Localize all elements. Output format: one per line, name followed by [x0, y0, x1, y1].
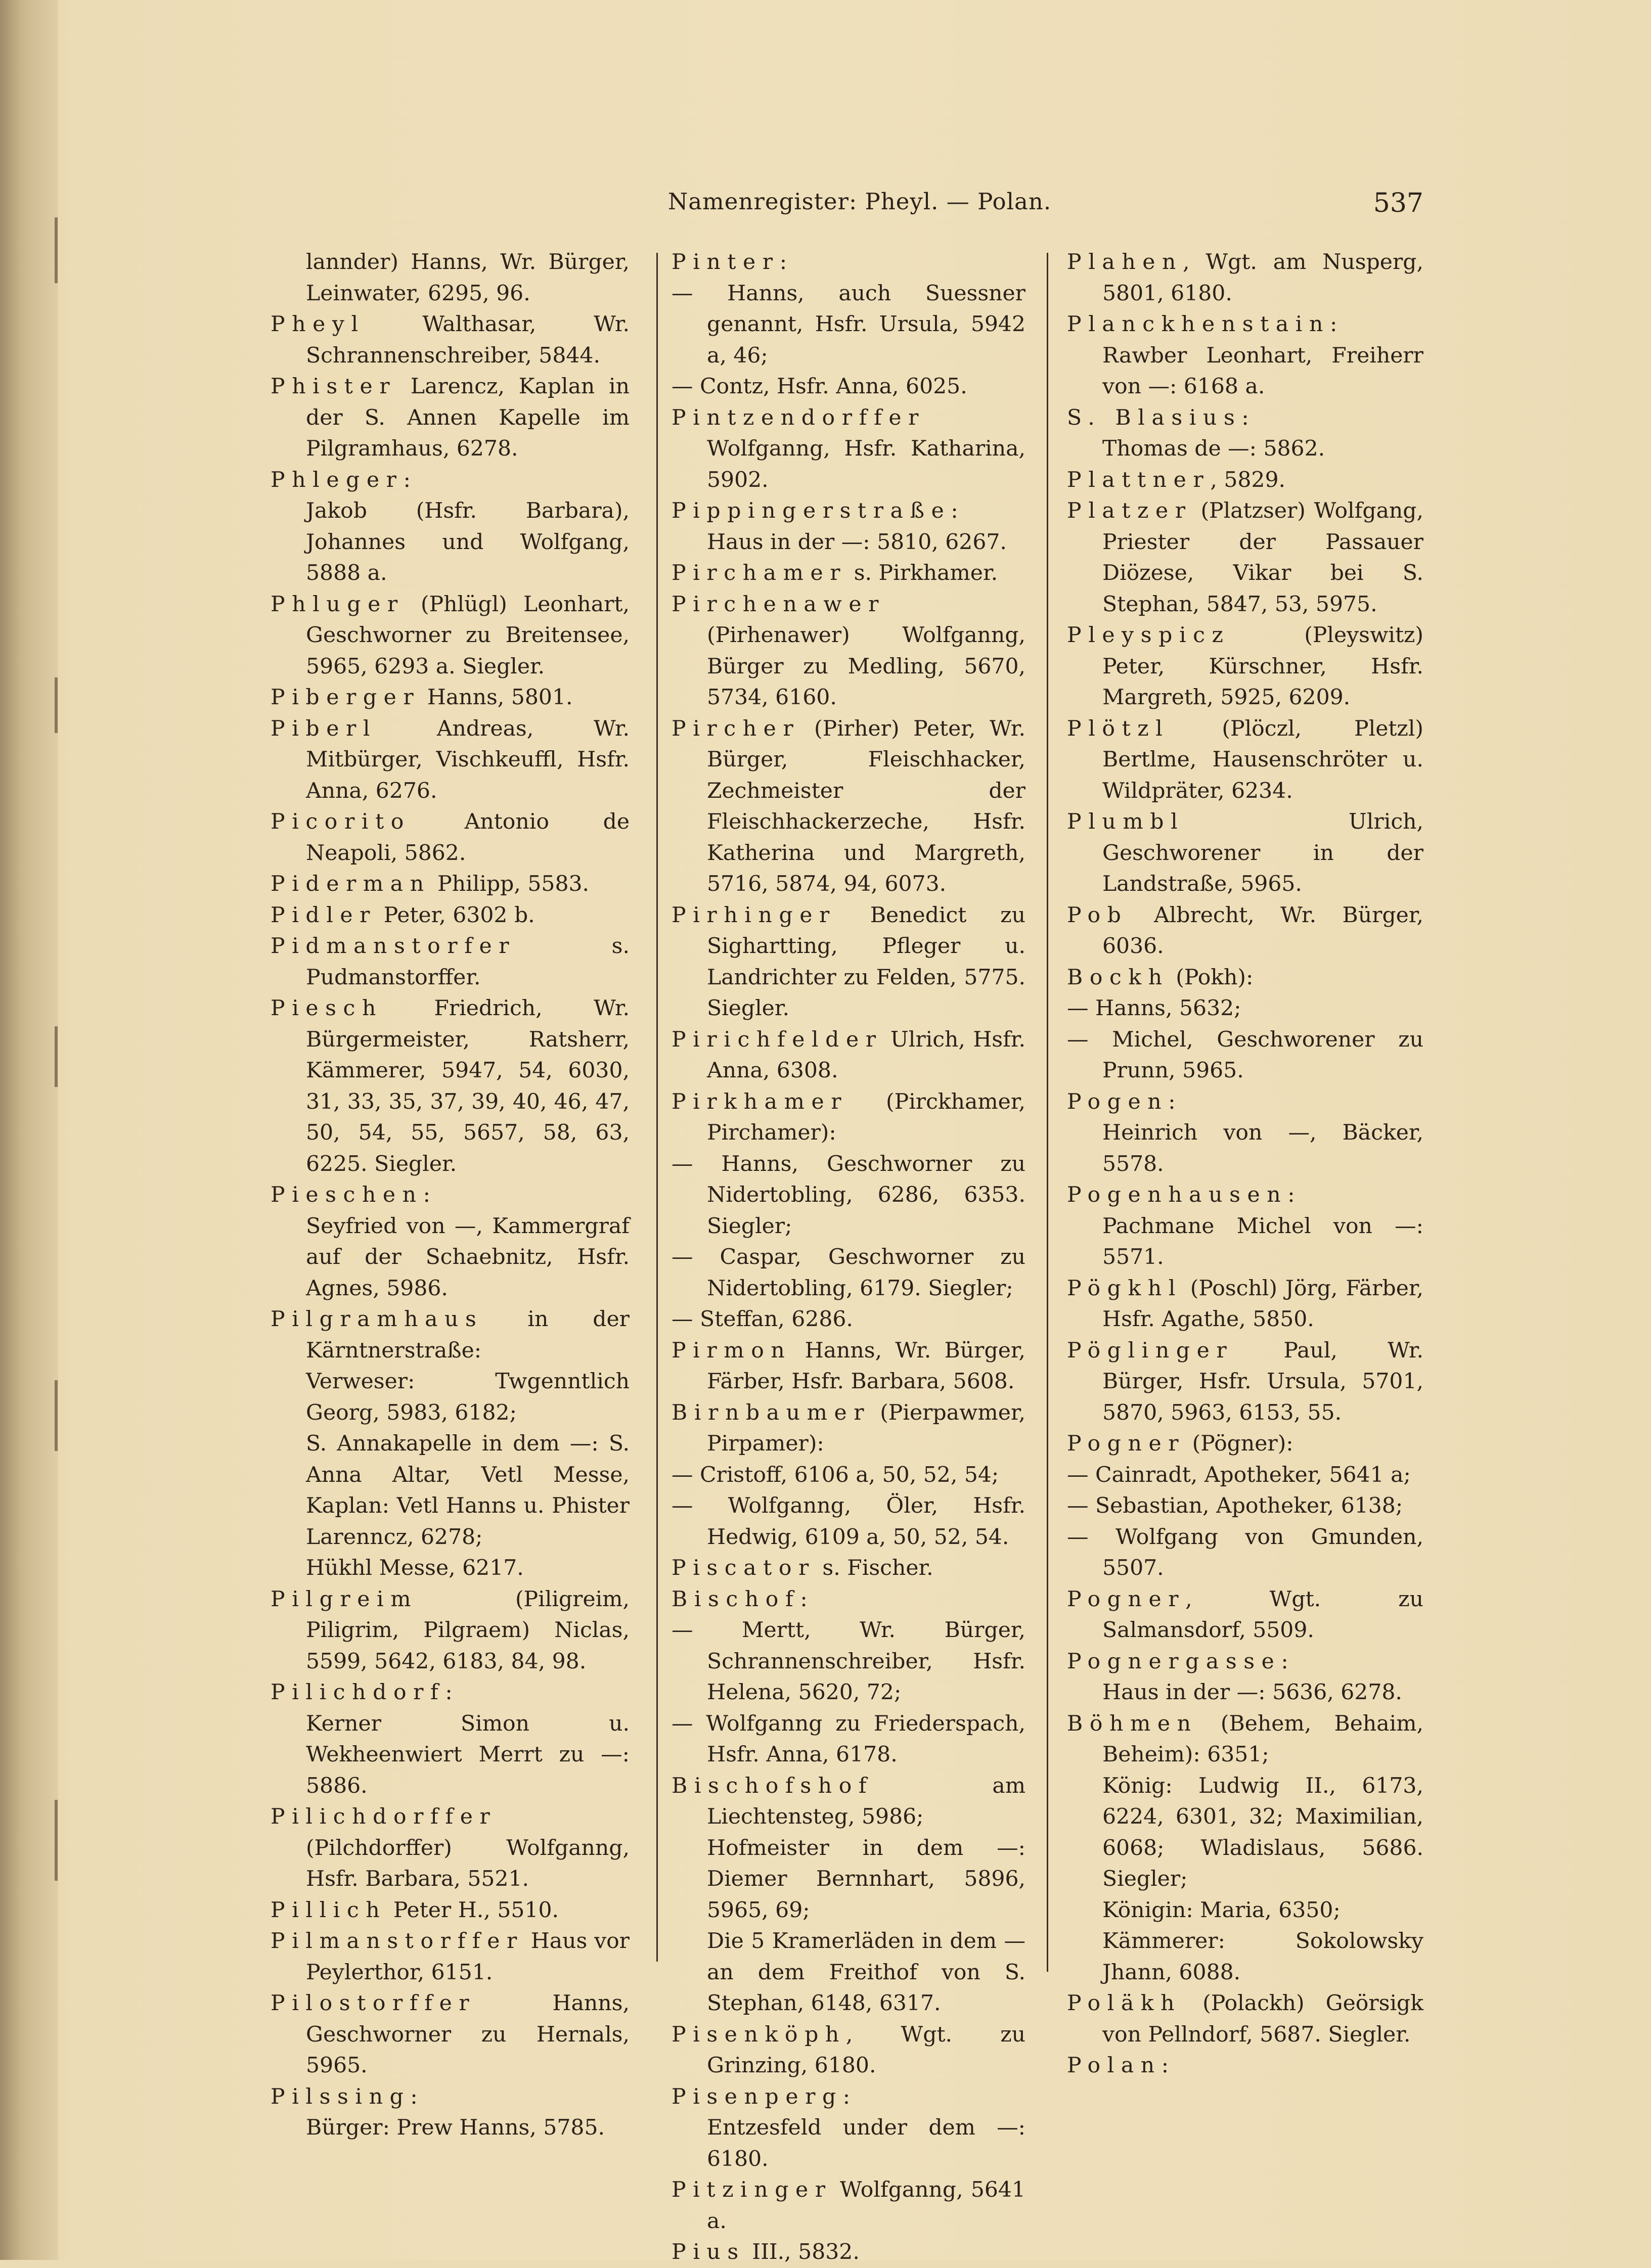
entry-headword: Pirhinger — [672, 902, 836, 928]
index-entry — [1067, 1180, 1423, 1211]
entry-text: Kerner Simon u. Wekheenwiert Merrt zu —: 5886. — [306, 1711, 630, 1798]
index-entry — [1067, 1024, 1423, 1086]
entry-headword: Polan: — [1067, 2053, 1176, 2078]
entry-headword: Pisenperg: — [672, 2084, 857, 2109]
index-entry — [1067, 1490, 1423, 1522]
index-entry — [1067, 2050, 1423, 2081]
index-subentry — [1067, 1771, 1423, 1895]
index-entry — [672, 1335, 1025, 1397]
entry-text: Peter H., 5510. — [386, 1897, 559, 1923]
index-entry — [1067, 309, 1423, 340]
entry-headword: Pilssing: — [271, 2084, 425, 2109]
entry-text: Benedict zu Sighartting, Pfleger u. Landrichter zu Felden, 5775. Siegler. — [707, 902, 1025, 1021]
entry-text: Hofmeister in dem —: Diemer Bernnhart, 5896, 5965, 69; — [707, 1835, 1025, 1923]
entry-text: — Michel, Geschworener zu Prunn, 5965. — [1067, 1027, 1423, 1083]
entry-headword: Pheyl — [271, 312, 365, 337]
index-entry — [1067, 620, 1423, 713]
entry-text: Jakob (Hsfr. Barbara), Johannes und Wolfgang, 5888 a. — [306, 498, 630, 585]
entry-text: Heinrich von —, Bäcker, 5578. — [1102, 1120, 1423, 1176]
entry-text: (Polackh) Geörsigk von Pellndorf, 5687. Siegler. — [1102, 1991, 1423, 2047]
index-entry — [1067, 1584, 1423, 1646]
entry-text: (Piligreim, Piligrim, Pilgraem) Niclas, 5599, 5642, 6183, 84, 98. — [306, 1586, 630, 1674]
entry-headword: Pircher — [672, 716, 800, 741]
index-subentry — [1067, 340, 1423, 402]
index-entry — [1067, 900, 1423, 962]
entry-headword: Pleyspicz — [1067, 623, 1230, 648]
entry-text: Ulrich, Hsfr. Anna, 6308. — [707, 1027, 1025, 1083]
entry-headword: Piderman — [271, 872, 431, 896]
index-entry — [1067, 247, 1423, 309]
index-column-2 — [672, 247, 1025, 2268]
index-subentry — [271, 247, 630, 309]
index-column-1 — [271, 247, 630, 2144]
entry-headword: Phleger: — [271, 467, 418, 492]
index-entry — [1067, 495, 1423, 620]
entry-headword: Pirichfelder — [672, 1027, 883, 1052]
entry-headword: Pillich — [271, 1897, 387, 1923]
entry-text: — Sebastian, Apotheker, 6138; — [1067, 1493, 1403, 1518]
index-subentry — [672, 2112, 1025, 2174]
index-entry — [672, 1553, 1025, 1584]
entry-headword: Pöglinger — [1067, 1338, 1234, 1363]
entry-text: — Wolfgang von Gmunden, 5507. — [1067, 1524, 1423, 1580]
entry-headword: Plahen — [1067, 250, 1183, 275]
index-entry — [672, 247, 1025, 278]
entry-text: — Caspar, Geschworner zu Nidertobling, 6179. Siegler; — [672, 1245, 1025, 1301]
entry-text: Haus in der —: 5636, 6278. — [1102, 1680, 1402, 1705]
entry-text: , Wgt. zu Grinzing, 6180. — [707, 2022, 1025, 2078]
entry-headword: Picorito — [271, 809, 411, 834]
entry-text: — Cainradt, Apotheker, 5641 a; — [1067, 1462, 1411, 1487]
entry-text: in der Kärntnerstraße: — [306, 1307, 630, 1363]
entry-headword: Pob — [1067, 902, 1128, 928]
index-entry — [672, 495, 1025, 527]
entry-headword: Birnbaumer — [672, 1400, 871, 1425]
index-entry — [672, 1584, 1025, 1615]
index-entry — [1067, 806, 1423, 900]
entry-text: Peter, 6302 b. — [377, 902, 535, 928]
entry-headword: Pögkhl — [1067, 1276, 1182, 1301]
index-entry — [1067, 1988, 1423, 2050]
entry-headword: Plumbl — [1067, 809, 1185, 834]
binding-stitch — [55, 1026, 58, 1087]
entry-headword: Pogen: — [1067, 1089, 1183, 1114]
entry-text: (Poschl) Jörg, Färber, Hsfr. Agathe, 5850. — [1102, 1276, 1423, 1332]
index-entry — [271, 589, 630, 683]
index-subentry — [271, 1708, 630, 1802]
index-entry — [271, 713, 630, 807]
index-entry — [271, 931, 630, 993]
entry-text: — Hanns, auch Suessner genannt, Hsfr. Ursula, 5942 a, 46; — [672, 281, 1025, 368]
index-entry — [1067, 1086, 1423, 1118]
entry-text: — Steffan, 6286. — [672, 1307, 853, 1332]
entry-headword: Piberger — [271, 685, 421, 710]
index-subentry — [1067, 1677, 1423, 1708]
index-subentry — [271, 1553, 630, 1584]
entry-headword: Pirchenawer — [672, 592, 885, 617]
binding-stitch — [55, 1800, 58, 1881]
entry-text: (Phlügl) Leonhart, Geschworner zu Breitensee, 5965, 6293 a. Siegler. — [306, 592, 630, 679]
index-entry — [271, 993, 630, 1180]
entry-headword: Pilgramhaus — [271, 1307, 483, 1332]
index-entry — [672, 2174, 1025, 2237]
index-entry — [672, 1490, 1025, 1553]
entry-text: Hükhl Messe, 6217. — [306, 1556, 524, 1580]
entry-text: am Liechtensteg, 5986; — [707, 1773, 1025, 1829]
entry-text: , Wgt. zu Salmansdorf, 5509. — [1102, 1586, 1423, 1643]
index-entry — [672, 1397, 1025, 1460]
entry-text: Paul, Wr. Bürger, Hsfr. Ursula, 5701, 5870, 5963, 6153, 55. — [1102, 1338, 1423, 1425]
index-entry — [672, 278, 1025, 372]
entry-headword: Pirchamer — [672, 561, 847, 585]
entry-text: Larencz, Kaplan in der S. Annen Kapelle im Pilgramhaus, 6278. — [306, 374, 630, 461]
entry-text: — Wolfganng, Öler, Hsfr. Hedwig, 6109 a, 50, 52, 54. — [672, 1493, 1025, 1550]
index-entry — [271, 309, 630, 371]
entry-headword: Pius — [672, 2240, 745, 2264]
entry-headword: Bischofshof — [672, 1773, 874, 1798]
index-entry — [672, 371, 1025, 402]
index-entry — [271, 806, 630, 869]
entry-text: (Platzser) Wolfgang, Priester der Passauer Diözese, Vikar bei S. Stephan, 5847, 53, 5975. — [1102, 498, 1423, 617]
entry-text: (Pögner): — [1185, 1431, 1293, 1456]
entry-text: (Behem, Behaim, Beheim): 6351; — [1102, 1711, 1423, 1767]
index-entry — [672, 402, 1025, 496]
index-subentry — [1067, 1895, 1423, 1926]
index-entry — [1067, 1646, 1423, 1677]
index-entry — [1067, 713, 1423, 807]
entry-text: Haus in der —: 5810, 6267. — [707, 529, 1007, 555]
entry-headword: Pisenköph — [672, 2022, 846, 2047]
index-subentry — [672, 527, 1025, 558]
index-entry — [271, 1584, 630, 1677]
index-column-3 — [1067, 247, 1423, 2081]
entry-headword: Piscator — [672, 1556, 816, 1580]
entry-text: — Wolfganng zu Friederspach, Hsfr. Anna, 6178. — [672, 1711, 1025, 1767]
entry-text: Entzesfeld under dem —: 6180. — [707, 2115, 1025, 2171]
index-subentry — [1067, 1211, 1423, 1273]
entry-text: — Cristoff, 6106 a, 50, 52, 54; — [672, 1462, 999, 1487]
entry-text: Bürger: Prew Hanns, 5785. — [306, 2115, 605, 2140]
index-subentry — [271, 1366, 630, 1428]
index-subentry — [1067, 433, 1423, 465]
entry-headword: Plattner — [1067, 467, 1211, 492]
entry-text: Hanns, 5801. — [420, 685, 573, 710]
entry-headword: Piberl — [271, 716, 377, 741]
entry-text: (Pokh): — [1169, 965, 1254, 990]
entry-text: s. Fischer. — [815, 1556, 933, 1580]
entry-text: — Hanns, 5632; — [1067, 996, 1241, 1021]
entry-headword: Pinter: — [672, 250, 794, 275]
column-divider — [1047, 253, 1048, 1972]
binding-stitch — [55, 217, 58, 283]
entry-text: — Hanns, Geschworner zu Nidertobling, 6286, 6353. Siegler; — [672, 1151, 1025, 1239]
entry-headword: Pogner — [1067, 1586, 1186, 1612]
entry-headword: Pintzendorffer — [672, 405, 925, 430]
entry-headword: Platzer — [1067, 498, 1192, 523]
index-subentry — [1067, 1117, 1423, 1180]
index-entry — [672, 1708, 1025, 1771]
index-entry — [1067, 1335, 1423, 1429]
index-entry — [1067, 962, 1423, 993]
index-entry — [271, 1677, 630, 1708]
index-entry — [672, 1024, 1025, 1086]
entry-text: lannder) Hanns, Wr. Bürger, Leinwater, 6295, 96. — [306, 250, 630, 306]
index-entry — [672, 713, 1025, 900]
entry-headword: Bischof: — [672, 1586, 815, 1612]
index-entry — [271, 1180, 630, 1211]
column-divider — [656, 253, 658, 1962]
entry-headword: Pirkhamer — [672, 1089, 849, 1114]
entry-headword: Pilgreim — [271, 1586, 418, 1612]
index-entry — [672, 558, 1025, 589]
index-entry — [672, 1460, 1025, 1491]
binding-stitch — [55, 677, 58, 733]
index-entry — [1067, 1428, 1423, 1460]
entry-headword: Pilichdorf: — [271, 1680, 460, 1705]
index-subentry — [271, 2112, 630, 2144]
entry-text: (Pirckhamer, Pirchamer): — [707, 1089, 1025, 1145]
entry-text: Walthasar, Wr. Schrannenschreiber, 5844. — [306, 312, 630, 368]
entry-headword: Pilmanstorffer — [271, 1929, 524, 1954]
index-entry — [672, 2019, 1025, 2081]
entry-text: Andreas, Wr. Mitbürger, Vischkeuffl, Hsfr. Anna, 6276. — [306, 716, 630, 803]
index-entry — [271, 900, 630, 931]
entry-text: — Contz, Hsfr. Anna, 6025. — [672, 374, 967, 399]
index-entry — [672, 1149, 1025, 1242]
running-header: Namenregister: Pheyl. — Polan. — [667, 188, 1052, 215]
index-subentry — [672, 1926, 1025, 2019]
entry-text: III., 5832. — [745, 2240, 860, 2264]
index-entry — [271, 1926, 630, 1988]
index-subentry — [271, 1211, 630, 1304]
entry-text: Seyfried von —, Kammergraf auf der Schaebnitz, Hsfr. Agnes, 5986. — [306, 1213, 630, 1301]
index-entry — [672, 1086, 1025, 1149]
entry-text: Hanns, Geschworner zu Hernals, 5965. — [306, 1991, 630, 2078]
entry-text: S. Annakapelle in dem —: S. Anna Altar, Vetl Messe, Kaplan: Vetl Hanns u. Phister Larenncz, 6278; — [306, 1431, 630, 1550]
entry-headword: Pidler — [271, 902, 377, 928]
index-entry — [271, 1304, 630, 1366]
entry-text: (Pilchdorffer) Wolfganng, Hsfr. Barbara, 5521. — [306, 1835, 630, 1891]
entry-headword: Poläkh — [1067, 1991, 1182, 2016]
entry-text: (Pirhenawer) Wolfganng, Bürger zu Medling, 5670, 5734, 6160. — [707, 623, 1025, 710]
entry-text: Wolfganng, Hsfr. Katharina, 5902. — [707, 436, 1025, 492]
entry-text: — Mertt, Wr. Bürger, Schrannenschreiber, Hsfr. Helena, 5620, 72; — [672, 1618, 1025, 1705]
index-entry — [271, 682, 630, 713]
index-entry — [1067, 1273, 1423, 1335]
entry-text: Die 5 Kramerläden in dem — an dem Freithof von S. Stephan, 6148, 6317. — [707, 1929, 1025, 2016]
index-entry — [672, 1615, 1025, 1708]
entry-text: Albrecht, Wr. Bürger, 6036. — [1102, 902, 1423, 959]
entry-text: Königin: Maria, 6350; — [1102, 1897, 1341, 1923]
entry-headword: Pognergasse: — [1067, 1649, 1296, 1674]
entry-text: (Plöczl, Pletzl) Bertlme, Hausenschröter u. Wildpräter, 6234. — [1102, 716, 1423, 803]
index-entry — [1067, 465, 1423, 496]
index-subentry — [271, 495, 630, 589]
index-entry — [672, 1771, 1025, 1833]
entry-headword: Phister — [271, 374, 397, 399]
index-entry — [271, 1988, 630, 2081]
index-entry — [672, 900, 1025, 1024]
page-number: 537 — [1373, 188, 1423, 218]
index-entry — [271, 1895, 630, 1926]
entry-text: Ulrich, Geschworener in der Landstraße, 5965. — [1102, 809, 1423, 896]
index-entry — [672, 1304, 1025, 1335]
entry-text: (Pierpawmer, Pirpamer): — [707, 1400, 1025, 1456]
entry-text: Wolfganng, 5641 a. — [707, 2178, 1025, 2234]
index-entry — [672, 2237, 1025, 2268]
entry-headword: Plötzl — [1067, 716, 1170, 741]
entry-text: König: Ludwig II., 6173, 6224, 6301, 32; Maximilian, 6068; Wladislaus, 5686. Siegler; — [1102, 1773, 1423, 1891]
entry-headword: Pidmanstorfer — [271, 934, 516, 959]
entry-text: (Pleyswitz) Peter, Kürschner, Hsfr. Margreth, 5925, 6209. — [1102, 623, 1423, 710]
index-subentry — [672, 1833, 1025, 1926]
entry-text: (Pirher) Peter, Wr. Bürger, Fleischhacker, Zechmeister der Fleischhackerzeche, Hsfr. Katherina und Margreth, 5716, 5874, 94, 6073. — [707, 716, 1025, 896]
entry-headword: Pitzinger — [672, 2178, 832, 2202]
binding-stitch — [55, 1380, 58, 1451]
entry-text: , Wgt. am Nusperg, 5801, 6180. — [1102, 250, 1423, 306]
index-subentry — [1067, 1926, 1423, 1988]
index-entry — [271, 869, 630, 900]
index-entry — [271, 1801, 630, 1895]
entry-headword: Pogner — [1067, 1431, 1186, 1456]
entry-text: Verweser: Twgenntlich Georg, 5983, 6182; — [306, 1369, 630, 1425]
entry-headword: Bockh — [1067, 965, 1169, 990]
entry-headword: Pieschen: — [271, 1183, 437, 1207]
index-entry — [1067, 1460, 1423, 1491]
index-entry — [672, 2081, 1025, 2113]
index-subentry — [271, 1428, 630, 1553]
index-entry — [271, 371, 630, 465]
entry-text: Haus vor Peylerthor, 6151. — [306, 1929, 630, 1985]
entry-text: , 5829. — [1210, 467, 1286, 492]
entry-headword: S. Blasius: — [1067, 405, 1256, 430]
index-entry — [1067, 1708, 1423, 1771]
entry-headword: Pilostorffer — [271, 1991, 476, 2016]
entry-headword: Pirmon — [672, 1338, 792, 1363]
index-entry — [1067, 402, 1423, 434]
entry-headword: Phluger — [271, 592, 405, 617]
index-entry — [271, 465, 630, 496]
entry-text: s. Pudmanstorffer. — [306, 934, 630, 990]
index-entry — [672, 1242, 1025, 1304]
entry-headword: Böhmen — [1067, 1711, 1198, 1736]
index-entry — [271, 2081, 630, 2113]
entry-text: Philipp, 5583. — [430, 872, 590, 896]
entry-text: Hanns, Wr. Bürger, Färber, Hsfr. Barbara, 5608. — [707, 1338, 1025, 1394]
entry-headword: Planckhenstain: — [1067, 312, 1344, 337]
entry-text: Kämmerer: Sokolowsky Jhann, 6088. — [1102, 1929, 1423, 1985]
book-binding-edge — [0, 0, 58, 2260]
index-entry — [672, 589, 1025, 713]
index-entry — [1067, 1522, 1423, 1584]
entry-text: Pachmane Michel von —: 5571. — [1102, 1213, 1423, 1269]
entry-text: Thomas de —: 5862. — [1102, 436, 1325, 461]
entry-headword: Pogenhausen: — [1067, 1183, 1302, 1207]
index-entry — [1067, 993, 1423, 1024]
entry-text: s. Pirkhamer. — [847, 561, 998, 585]
entry-text: Antonio de Neapoli, 5862. — [306, 809, 630, 866]
entry-headword: Pippingerstraße: — [672, 498, 965, 523]
entry-text: Friedrich, Wr. Bürgermeister, Ratsherr, Kämmerer, 5947, 54, 6030, 31, 33, 35, 37, 39, 40, 46, 47, 50, 54, 55, 5657, 58, 63, 6225. Siegler. — [306, 996, 630, 1176]
entry-text: Rawber Leonhart, Freiherr von —: 6168 a. — [1102, 343, 1423, 399]
entry-headword: Pilichdorffer — [271, 1804, 497, 1829]
entry-headword: Piesch — [271, 996, 383, 1021]
